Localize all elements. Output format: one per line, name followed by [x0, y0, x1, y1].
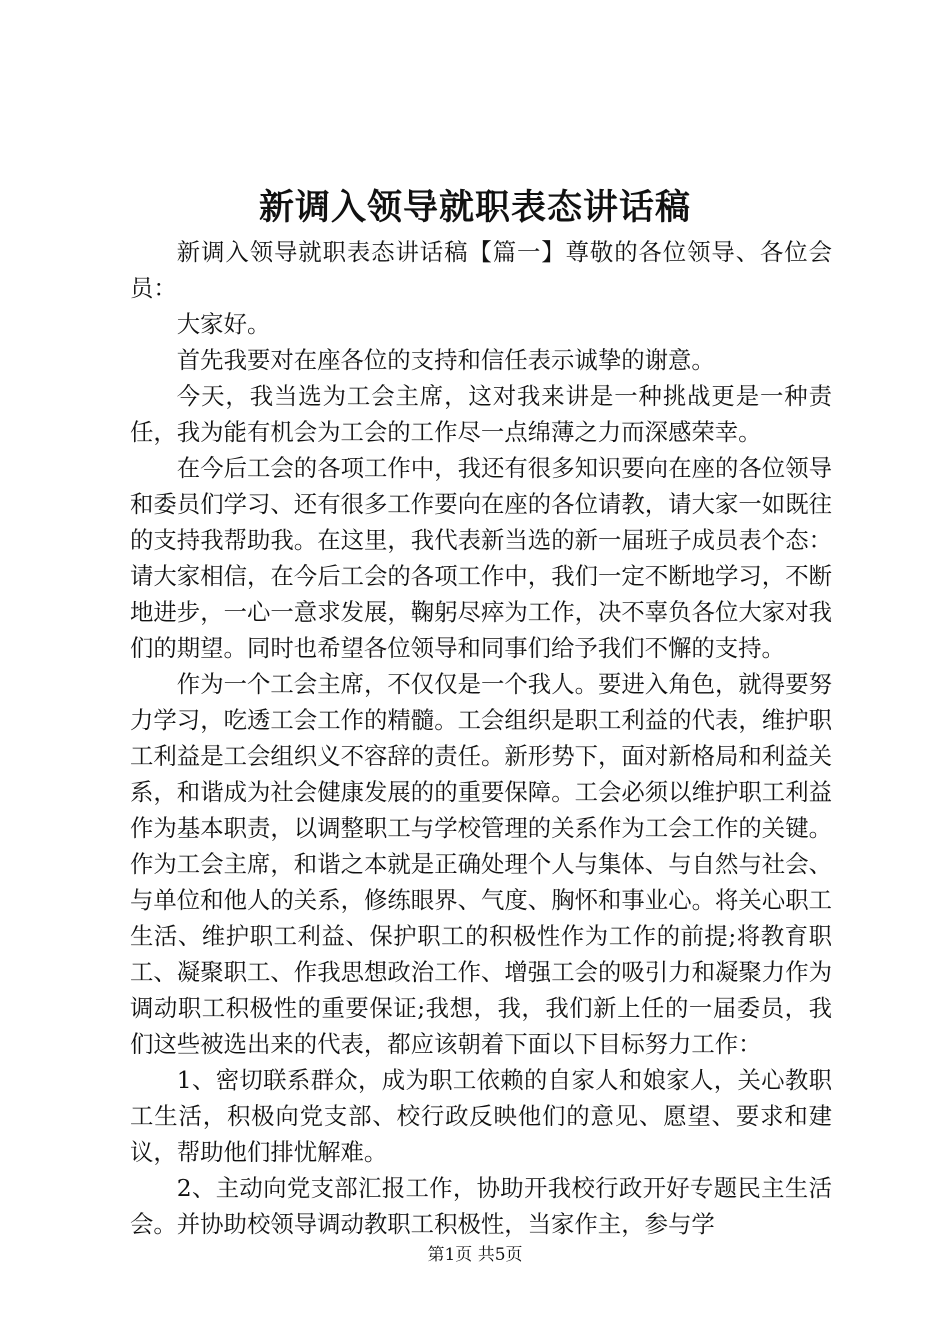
paragraph: 今天，我当选为工会主席，这对我来讲是一种挑战更是一种责任，我为能有机会为工会的工作尽一点绵薄之力而深感荣幸。 — [130, 382, 832, 446]
paragraph: 1、密切联系群众，成为职工依赖的自家人和娘家人，关心教职工生活，积极向党支部、校行政反映他们的意见、愿望、要求和建议，帮助他们排忧解难。 — [130, 1066, 832, 1166]
paragraph: 首先我要对在座各位的支持和信任表示诚挚的谢意。 — [176, 346, 715, 374]
paragraph: 大家好。 — [176, 310, 271, 338]
page-footer: 第1页 共5页 — [427, 1245, 523, 1265]
paragraph: 新调入领导就职表态讲话稿【篇一】尊敬的各位领导、各位会员： — [130, 238, 832, 302]
document-body — [130, 234, 832, 1242]
paragraph: 作为一个工会主席，不仅仅是一个我人。要进入角色，就得要努力学习，吃透工会工作的精髓。工会组织是职工利益的代表，维护职工利益是工会组织义不容辞的责任。新形势下，面对新格局和利益关系，和谐成为社会健康发展的的重要保障。工会必须以维护职工利益作为基本职责，以调整职工与学校管理的关系作为工会工作的关键。作为工会主席，和谐之本就是正确处理个人与集体、与自然与社会、与单位和他人的关系，修练眼界、气度、胸怀和事业心。将关心职工生活、维护职工利益、保护职工的积极性作为工作的前提;将教育职工、凝聚职工、作我思想政治工作、增强工会的吸引力和凝聚力作为调动职工积极性的重要保证;我想，我，我们新上任的一届委员，我们这些被选出来的代表，都应该朝着下面以下目标努力工作： — [130, 670, 832, 1058]
document-title: 新调入领导就职表态讲话稿 — [258, 187, 691, 228]
paragraph: 在今后工会的各项工作中，我还有很多知识要向在座的各位领导和委员们学习、还有很多工作要向在座的各位请教，请大家一如既往的支持我帮助我。在这里，我代表新当选的新一届班子成员表个态：请大家相信，在今后工会的各项工作中，我们一定不断地学习，不断地进步，一心一意求发展，鞠躬尽瘁为工作，决不辜负各位大家对我们的期望。同时也希望各位领导和同事们给予我们不懈的支持。 — [130, 454, 832, 662]
paragraph: 2、主动向党支部汇报工作，协助开我校行政开好专题民主生活会。并协助校领导调动教职工积极性，当家作主，参与学 — [130, 1174, 832, 1238]
